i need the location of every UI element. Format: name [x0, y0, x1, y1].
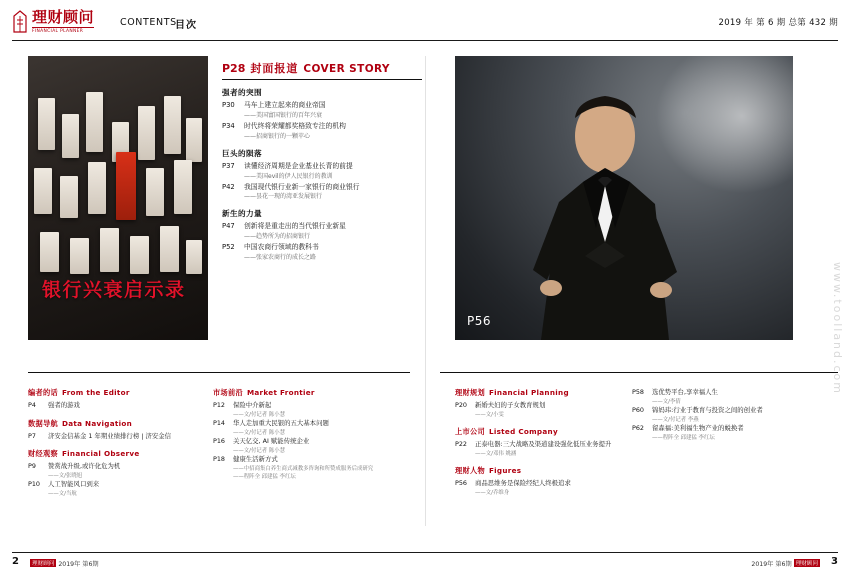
footer-issue-right: 2019年 第6期 — [751, 561, 792, 568]
toc-category-title-en: Financial Planning — [488, 388, 569, 397]
footer-badge-right: 理财顾问 — [795, 561, 818, 567]
entry-line — [222, 222, 422, 232]
toc-item[interactable] — [28, 462, 198, 472]
cover-story-section — [222, 60, 422, 264]
toc-item-subtitle: ——文/付记者 陈小慧 — [233, 411, 286, 418]
toc-item-title: 人工智能风口到来 — [48, 480, 100, 489]
magazine-logo — [12, 8, 112, 36]
cover-story-entry[interactable] — [222, 183, 422, 202]
toc-category-heading — [455, 388, 615, 398]
photo-page-label: P56 — [467, 314, 492, 328]
toc-category-title-cn: 理财规划 — [455, 388, 485, 397]
toc-item-title: 赞赏战升级,或许化危为机 — [48, 462, 121, 471]
entry-subtitle: ——美国evil的伊人民银行的教训 — [244, 172, 333, 180]
entry-subtitle: ——美国富国银行的百年兴衰 — [244, 111, 323, 119]
entry-page: P47 — [222, 222, 235, 231]
toc-item-subtitle: ——文/乔维身 — [475, 489, 510, 496]
toc-item-page: P9 — [28, 462, 36, 471]
cover-story-entry[interactable] — [222, 101, 422, 120]
cover-story-section-title: 巨头的陨落 — [222, 148, 262, 158]
toc-item-page: P16 — [213, 436, 225, 445]
cover-title: 银行兴衰启示录 — [42, 279, 186, 301]
right-section-divider — [440, 372, 838, 373]
toc-category-heading — [455, 427, 615, 437]
cover-image — [28, 56, 208, 340]
toc-item-page: P7 — [28, 431, 36, 440]
cover-story-entry[interactable] — [222, 222, 422, 241]
toc-category-title-cn: 编者的话 — [28, 388, 58, 397]
left-section-divider — [28, 372, 410, 373]
entry-line — [222, 243, 422, 253]
toc-item-subtitle: ——文/付记者 陈小慧 — [233, 429, 286, 436]
entry-line — [222, 162, 422, 172]
toc-item[interactable] — [28, 401, 198, 411]
cover-story-heading — [222, 60, 422, 80]
footer-badge-left: 理财顾问 — [32, 561, 55, 567]
toc-item[interactable] — [28, 480, 198, 490]
toc-item[interactable] — [213, 455, 383, 465]
entry-page: P52 — [222, 243, 235, 252]
toc-item-page: P14 — [213, 418, 225, 427]
footer-issue-left: 2019年 第6期 — [58, 561, 99, 568]
toc-item-subtitle: ——文/邓伟 姚涵 — [475, 450, 517, 457]
toc-item-page: P4 — [28, 401, 36, 409]
footer-right-text — [751, 559, 820, 568]
toc-item-page: P56 — [455, 478, 467, 487]
logo-mark-icon — [12, 10, 28, 34]
toc-category — [213, 388, 383, 481]
toc-item-title: 留森福:美利福生物产业的蜕换者 — [652, 423, 744, 432]
toc-category-title-cn: 上市公司 — [455, 426, 485, 436]
toc-item-subtitle: ——文/小雯 — [475, 411, 504, 418]
toc-item-page: P20 — [455, 401, 467, 409]
toc-item[interactable] — [28, 432, 198, 442]
toc-item[interactable] — [455, 479, 615, 489]
cover-story-title-en: COVER STORY — [303, 63, 390, 75]
entry-title: 创新将是重走出的当代银行业新星 — [244, 222, 346, 231]
entry-page: P37 — [222, 161, 235, 170]
cover-story-entry[interactable] — [222, 122, 422, 141]
toc-item-subtitle: ——程阵全 邱建猛 李红坛 — [652, 434, 715, 441]
entry-line — [222, 122, 422, 132]
entry-page: P34 — [222, 121, 235, 130]
toc-category-heading — [213, 388, 383, 398]
toc-item[interactable] — [213, 419, 383, 429]
entry-title: 马车上建立起来的商业帝国 — [244, 101, 326, 109]
contents-label-cn: 目次 — [175, 20, 197, 31]
entry-title: 时代终将荣耀都奖格致专注的机构 — [244, 121, 346, 130]
toc-category — [632, 388, 792, 442]
toc-category — [28, 449, 198, 498]
toc-item-page: P12 — [213, 401, 225, 409]
toc-category-title-en: Market Frontier — [246, 388, 315, 397]
toc-category — [455, 427, 615, 458]
toc-item[interactable] — [455, 440, 615, 450]
toc-item[interactable] — [213, 437, 383, 447]
toc-item-title: 商品思维务是保险经纪人终极追求 — [475, 478, 571, 487]
toc-item-page: P18 — [213, 454, 225, 463]
toc-category-title-cn: 理财人物 — [455, 465, 485, 475]
toc-item-title: 济安金信基金 1 年期业绩排行榜 | 济安金信 — [48, 431, 171, 440]
toc-item-title: 关天亿交, AI 赋能传统企业 — [233, 436, 310, 445]
toc-item-subtitle: ——文/付记者 陈小慧 — [233, 447, 286, 454]
entry-page: P42 — [222, 182, 235, 191]
entry-line — [222, 183, 422, 193]
toc-item-page: P10 — [28, 480, 40, 489]
header-divider — [12, 40, 838, 41]
toc-item-title: 健康生活新方式 — [233, 454, 278, 463]
toc-category-heading — [455, 466, 615, 476]
toc-item[interactable] — [632, 388, 792, 398]
toc-category-title-en: From the Editor — [61, 388, 130, 397]
toc-item-subtitle: ——中招商集白养生商式减教多咨询和所赞成服务后成研究 — [233, 465, 374, 472]
logo-title-cn: 理财顾问 — [32, 8, 95, 27]
issue-info: 2019 年 第 6 期 总第 432 期 — [718, 18, 838, 28]
toc-item[interactable] — [632, 424, 792, 434]
toc-category — [28, 388, 198, 411]
toc-category-heading — [28, 449, 198, 459]
entry-title: 中国农商行领域的教科书 — [244, 243, 319, 252]
toc-item-page: P22 — [455, 439, 467, 448]
toc-category-title-en: Listed Company — [488, 426, 558, 436]
toc-item-subtitle: ——文/张晓旭 — [48, 472, 83, 479]
toc-category-title-cn: 数据导航 — [28, 418, 58, 428]
portrait-figure — [455, 56, 793, 340]
toc-column-4 — [632, 388, 792, 450]
page-number-left: 2 — [12, 556, 19, 567]
toc-item-title: 华人走加重大民银的五大基本问题 — [233, 418, 329, 427]
entry-subtitle: ——昙花一现的湾亚发展银行 — [244, 193, 323, 201]
toc-item-title: 锦妈玮:行业于教育与投资之间的创业者 — [652, 405, 763, 414]
toc-category-heading — [28, 419, 198, 429]
toc-category-title-cn: 财经观察 — [28, 449, 58, 459]
entry-page: P30 — [222, 101, 235, 109]
toc-item[interactable] — [455, 401, 615, 411]
feature-photo — [455, 56, 793, 340]
toc-category-title-en: Data Navigation — [61, 418, 133, 428]
page-header — [0, 0, 850, 42]
cover-story-page: P28 — [222, 62, 246, 75]
contents-label-en: CONTENTS — [120, 17, 177, 28]
cover-story-entry[interactable] — [222, 243, 422, 262]
cover-story-body — [222, 87, 422, 262]
toc-category — [455, 466, 615, 497]
toc-item-page: P58 — [632, 388, 644, 396]
toc-item-subtitle: ——文/李倩 — [652, 398, 681, 405]
toc-category-heading — [28, 388, 198, 398]
toc-category-title-en: Financial Observe — [61, 449, 140, 459]
toc-item[interactable] — [213, 401, 383, 411]
footer-divider — [12, 552, 838, 553]
watermark: www.toolland.com — [831, 261, 844, 395]
toc-column-1 — [28, 388, 198, 506]
toc-item-page: P60 — [632, 405, 644, 414]
toc-item-title: 保险中介新起 — [233, 401, 272, 409]
footer-left-text — [30, 559, 99, 568]
page-spine-divider — [425, 56, 426, 526]
toc-category-title-en: Figures — [488, 465, 522, 475]
cover-story-section-title: 新生的力量 — [222, 209, 262, 219]
toc-category — [28, 419, 198, 442]
page-number-right: 3 — [831, 556, 838, 567]
entry-subtitle: ——招商银行的一颗苹心 — [244, 132, 311, 140]
logo-title-en: FINANCIAL PLANNER — [32, 27, 94, 34]
toc-item-title: 新婚夫妇的子女教育规划 — [475, 401, 546, 409]
entry-subtitle: ——张家农商行的成长之路 — [244, 254, 317, 262]
toc-item-subtitle: ——文/付记者 李燕 — [652, 416, 699, 423]
toc-item-subtitle: ——程阵全 邱建猛 李红坛 — [233, 473, 296, 480]
toc-item-title: 选优势平台,享幸福人生 — [652, 388, 718, 396]
cover-story-entry[interactable] — [222, 162, 422, 181]
toc-item-subtitle: ——文/当航 — [48, 490, 77, 497]
toc-item-title: 强者的游戏 — [48, 401, 80, 409]
toc-column-2 — [213, 388, 383, 489]
cover-story-section-title: 强者的突围 — [222, 88, 262, 97]
entry-subtitle: ——趋势所为的招商银行 — [244, 233, 311, 241]
entry-line — [222, 101, 422, 111]
entry-title: 读懂经济周期是企业基业长青的前提 — [244, 161, 353, 170]
toc-item-title: 正泰电器:三大战略及渠道建设强化低压业务提升 — [475, 439, 612, 448]
cover-story-title-cn: 封面报道 — [250, 62, 299, 75]
toc-category-title-cn: 市场前沿 — [213, 388, 243, 397]
toc-item-page: P62 — [632, 423, 644, 432]
toc-column-3 — [455, 388, 615, 505]
toc-category — [455, 388, 615, 419]
toc-item[interactable] — [632, 406, 792, 416]
entry-title: 我国现代银行业新一家银行的商业银行 — [244, 182, 360, 191]
